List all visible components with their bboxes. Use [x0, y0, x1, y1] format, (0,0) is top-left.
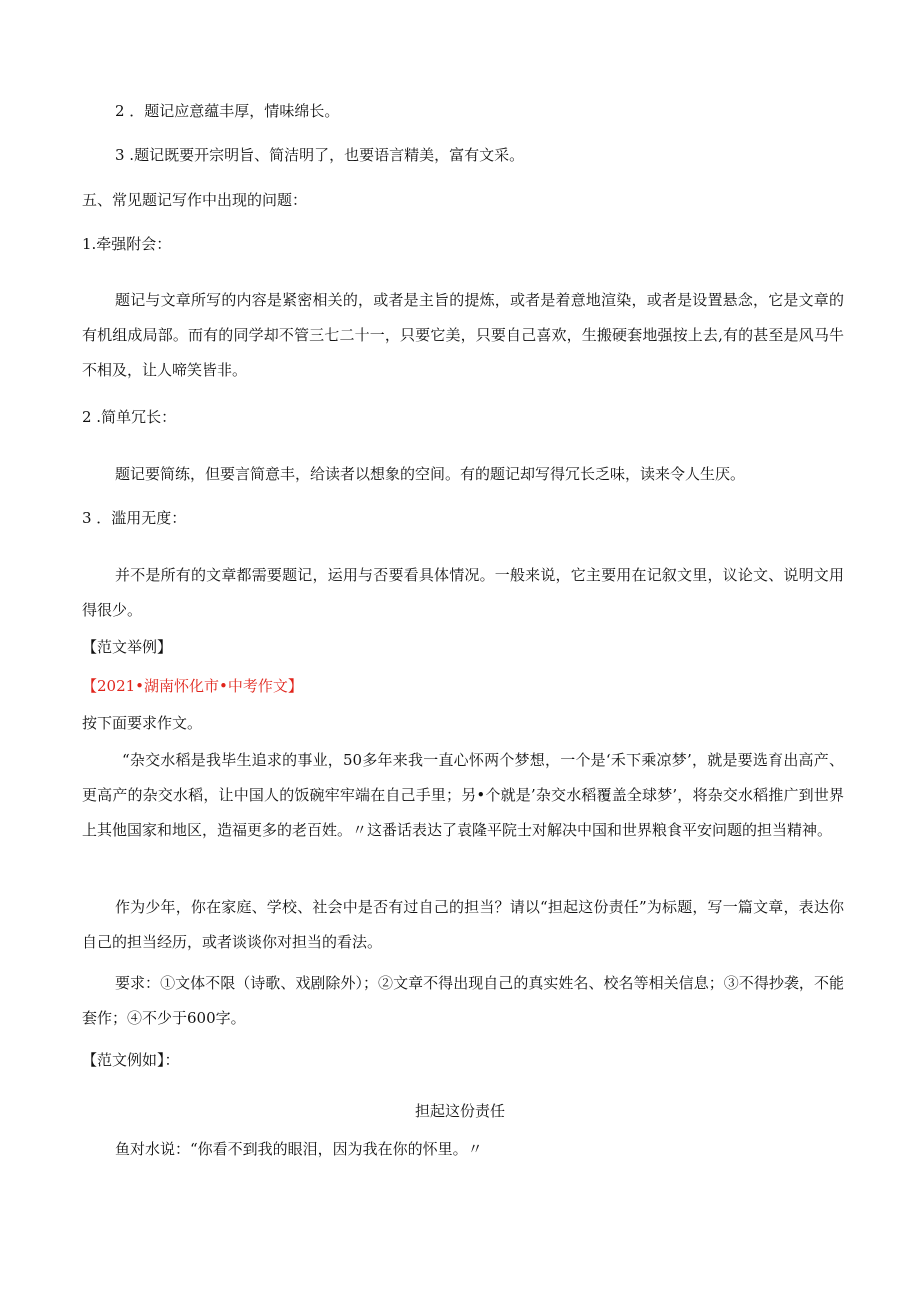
- problem-3-body: 并不是所有的文章都需要题记，运用与否要看具体情况。一般来说，它主要用在记叙文里，议论文、说明文用得很少。: [82, 566, 844, 619]
- problem-2-heading: 2 .简单冗长：: [82, 408, 177, 426]
- list-item-3: 3 .题记既要开宗明旨、简洁明了，也要语言精美，富有文采。: [115, 146, 525, 164]
- problem-1-body: 题记与文章所写的内容是紧密相关的，或者是主旨的提炼，或者是着意地渲染，或者是设置悬念，它是文章的有机组成局部。而有的同学却不管三七二十一，只要它美，只要自己喜欢，生搬硬套地强按上去,有的甚至是风马牛不相及，让人啼笑皆非。: [82, 291, 844, 379]
- problem-2-body: 题记要简练，但要言简意丰，给读者以想象的空间。有的题记却写得冗长乏味，读来令人生厌。: [115, 465, 746, 483]
- essay-title: 担起这份责任: [414, 1102, 505, 1120]
- source-label: 【2021•湖南怀化市•中考作文】: [82, 677, 303, 695]
- requirements-paragraph: 要求：①文体不限（诗歌、戏剧除外）；②文章不得出现自己的真实姓名、校名等相关信息；③不得抄袭，不能套作；④不少于600字。: [82, 974, 844, 1027]
- section-heading-5: 五、常见题记写作中出现的问题：: [82, 191, 308, 209]
- problem-1-heading: 1.牵强附会：: [82, 235, 172, 253]
- task-paragraph: 作为少年，你在家庭、学校、社会中是否有过自己的担当？请以“担起这份责任”为标题，写一篇文章，表达你自己的担当经历，或者谈谈你对担当的看法。: [82, 898, 844, 951]
- sample-label: 【范文例如】：: [82, 1051, 180, 1069]
- example-label: 【范文举例】: [82, 638, 173, 656]
- prompt-intro: 按下面要求作文。: [82, 714, 203, 732]
- essay-first-line: 鱼对水说：“你看不到我的眼泪，因为我在你的怀里。〃: [115, 1140, 483, 1158]
- problem-3-heading: 3 ．滥用无度：: [82, 509, 187, 527]
- list-item-2: 2 ．题记应意蕴丰厚，情味绵长。: [115, 102, 340, 120]
- quote-paragraph: “杂交水稻是我毕生追求的事业，50多年来我一直心怀两个梦想，一个是‘禾下乘凉梦’，就是要选育出高产、更高产的杂交水稻，让中国人的饭碗牢牢端在自己手里；另•个就是’杂交水稻覆盖全球梦’，将杂交水稻推广到世界上其他国家和地区，造福更多的老百姓。〃这番话表达了袁隆平院士对解决中国和世界粮食平安问题的担当精神。: [82, 751, 844, 839]
